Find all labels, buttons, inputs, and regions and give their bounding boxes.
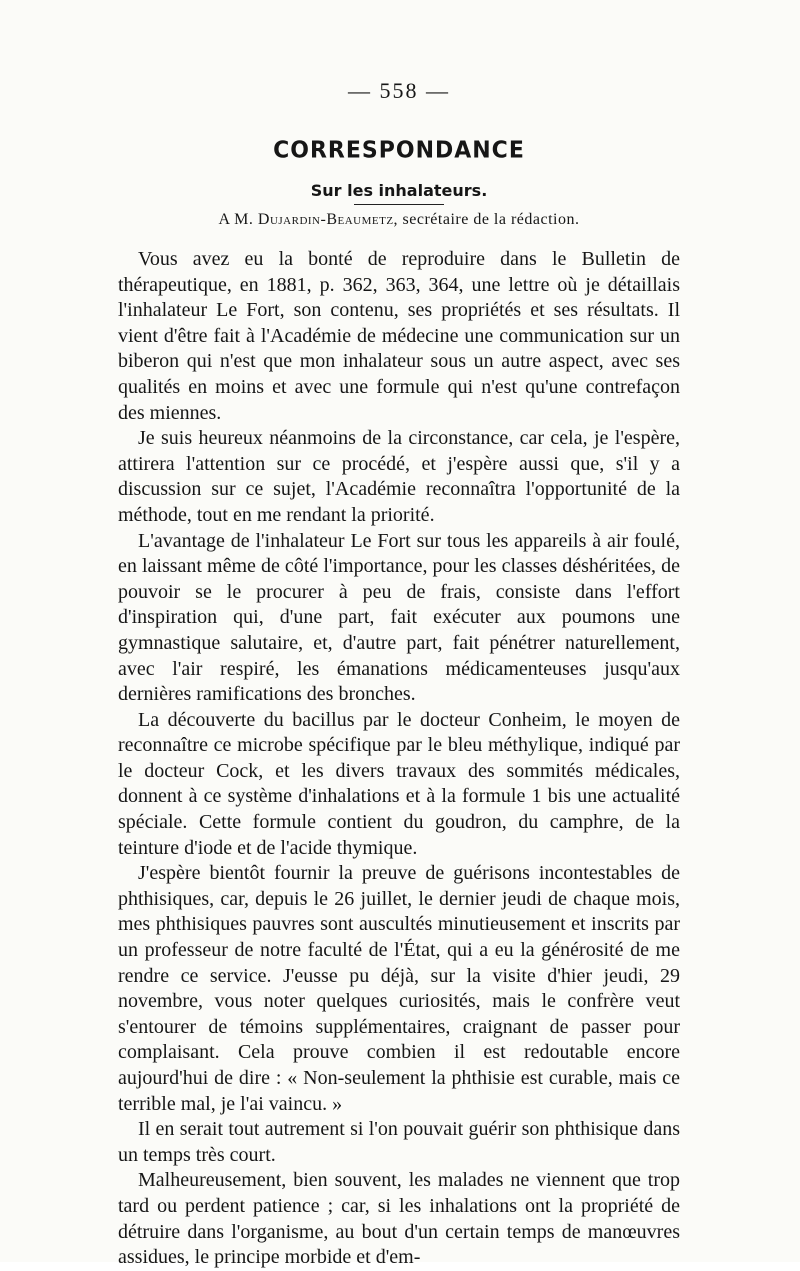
addressee-suffix: , secrétaire de la rédaction. bbox=[393, 211, 580, 228]
page-number: — 558 — bbox=[348, 78, 450, 103]
paragraph-5: J'espère bientôt fournir la preuve de guérisons incontestables de phthisiques, car, depuis le 26 juillet, le dernier jeudi de chaque mois, mes phthisiques pauvres sont auscultés minutieusement et inscrits par un professeur de notre faculté de l'État, qui a eu la générosité de me rendre ce service. J'eusse pu déjà, sur la visite d'hier jeudi, 29 novembre, vous noter quelques curiosités, mais le confrère veut s'entourer de témoins supplémentaires, craignant de passer pour complaisant. Cela prouve combien il est redoutable encore aujourd'hui de dire : « Non-seulement la phthisie est curable, mais ce terrible mal, je l'ai vaincu. » bbox=[118, 862, 680, 1115]
addressee-prefix: A M. bbox=[218, 211, 258, 228]
paragraph-7: Malheureusement, bien souvent, les malades ne viennent que trop tard ou perdent patience ; car, si les inhalations ont la propriété de détruire dans l'organisme, au bout d'un certain temps de manœuvres assidues, le principe morbide et d'em- bbox=[118, 1169, 680, 1269]
paragraph-4: La découverte du bacillus par le docteur Conheim, le moyen de reconnaître ce microbe spécifique par le bleu méthylique, indiqué par le docteur Cock, et les divers travaux des sommités médicales, donnent à ce système d'inhalations et à la formule 1 bis une actualité spéciale. Cette formule contient du goudron, du camphre, de la teinture d'iode et de l'acide thymique. bbox=[118, 708, 680, 859]
title-rule bbox=[354, 204, 444, 205]
paragraph-1: Vous avez eu la bonté de reproduire dans le Bulletin de thérapeutique, en 1881, p. 362, 363, 364, une lettre où je détaillais l'inhalateur Le Fort, son contenu, ses propriétés et ses résultats. Il vient d'être fait à l'Académie de médecine une communication sur un biberon qui n'est que mon inhalateur sous un autre aspect, avec ses qualités en moins et avec une formule qui n'est qu'une contrefaçon des miennes. bbox=[118, 248, 680, 424]
addressee-line bbox=[118, 211, 680, 229]
addressee-name: Dujardin-Beaumetz bbox=[257, 211, 394, 228]
paragraph-2: Je suis heureux néanmoins de la circonstance, car cela, je l'espère, attirera l'attention sur ce procédé, et j'espère aussi que, s'il y a discussion sur ce sujet, l'Académie reconnaîtra l'opportunité de la méthode, tout en me rendant la priorité. bbox=[118, 427, 680, 526]
paragraph-6: Il en serait tout autrement si l'on pouvait guérir son phthisique dans un temps très court. bbox=[118, 1118, 680, 1166]
section-title: CORRESPONDANCE bbox=[273, 137, 525, 164]
text-column bbox=[118, 78, 680, 1271]
paragraph-3: L'avantage de l'inhalateur Le Fort sur tous les appareils à air foulé, en laissant même de côté l'importance, pour les classes déshéritées, de pouvoir se le procurer à peu de frais, consiste dans l'effort d'inspiration qui, d'une part, fait exécuter aux poumons une gymnastique salutaire, et, d'autre part, fait pénétrer naturellement, avec l'air respiré, les émanations médicamenteuses jusqu'aux dernières ramifications des bronches. bbox=[118, 529, 680, 706]
letter-body bbox=[118, 247, 680, 1271]
article-subtitle: Sur les inhalateurs. bbox=[310, 181, 488, 200]
